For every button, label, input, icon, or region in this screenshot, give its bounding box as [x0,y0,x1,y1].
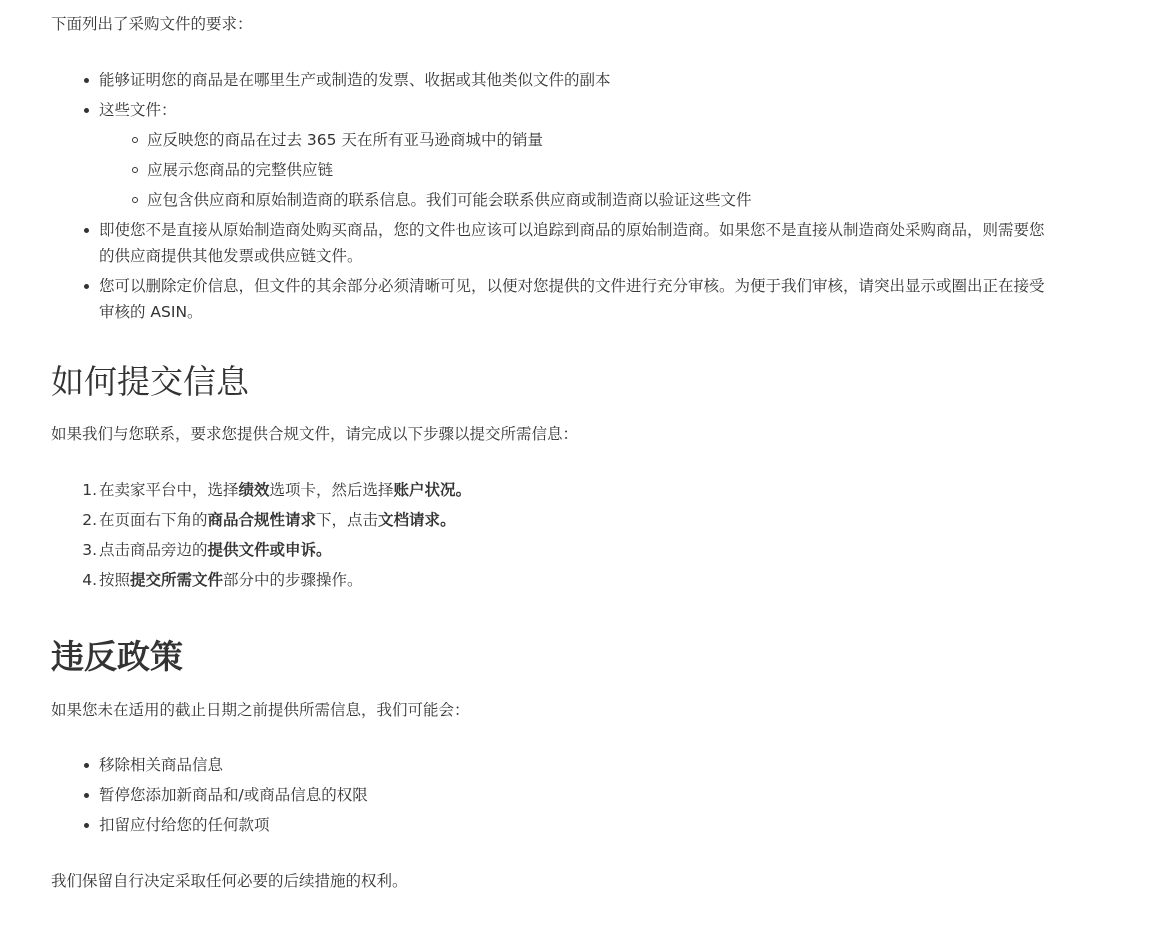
requirements-list [99,67,1049,329]
submit-intro: 如果我们与您联系，要求您提供合规文件，请完成以下步骤以提交所需信息： [51,425,579,443]
requirements-sublist [99,127,1049,213]
submit-step-4 [82,567,1049,593]
step-bold-text: 商品合规性请求 [207,511,317,529]
violation-item-2: 暂停您添加新商品和/或商品信息的权限 [99,782,1049,808]
requirements-intro: 下面列出了采购文件的要求： [51,15,253,33]
step-punct: 。 [316,541,332,559]
step-bold-text: 绩效 [238,481,270,499]
step-number: 2. [82,511,97,529]
requirements-subitem-2: 应展示您商品的完整供应链 [147,157,1049,183]
violation-intro: 如果您未在适用的截止日期之前提供所需信息，我们可能会： [51,701,470,719]
submit-step-3 [82,537,1049,563]
requirements-item-3: 即使您不是直接从原始制造商处购买商品，您的文件也应该可以追踪到商品的原始制造商。如果您不是直接从制造商处采购商品，则需要您的供应商提供其他发票或供应链文件。 [99,217,1049,269]
step-bold-text: 账户状况 [393,481,456,499]
requirements-subitem-3: 应包含供应商和原始制造商的联系信息。我们可能会联系供应商或制造商以验证这些文件 [147,187,1049,213]
requirements-item-4: 您可以删除定价信息，但文件的其余部分必须清晰可见，以便对您提供的文件进行充分审核。为便于我们审核，请突出显示或圈出正在接受审核的 ASIN。 [99,273,1049,325]
step-number: 4. [82,571,97,589]
step-text: 在页面右下角的 [99,511,208,529]
submit-step-1 [82,477,1049,503]
step-number: 3. [82,541,97,559]
violation-heading: 违反政策 [51,637,183,676]
step-text: 按照 [99,571,131,589]
step-bold-text: 提交所需文件 [130,571,224,589]
submit-steps [82,477,1049,597]
violation-item-1: 移除相关商品信息 [99,752,1049,778]
step-number: 1. [82,481,97,499]
step-punct: 。 [440,511,456,529]
submit-step-2 [82,507,1049,533]
requirements-item-1: 能够证明您的商品是在哪里生产或制造的发票、收据或其他类似文件的副本 [99,67,1049,93]
step-text: 在卖家平台中，选择 [99,481,239,499]
submit-heading: 如何提交信息 [51,362,249,401]
requirements-item-2 [99,97,1049,213]
step-text: 下，点击 [316,511,379,529]
step-text: 部分中的步骤操作。 [223,571,363,589]
violation-closing: 我们保留自行决定采取任何必要的后续措施的权利。 [51,872,408,890]
step-bold-text: 提供文件或申诉 [207,541,317,559]
requirements-subitem-1: 应反映您的商品在过去 365 天在所有亚马逊商城中的销量 [147,127,1049,153]
violation-item-3: 扣留应付给您的任何款项 [99,812,1049,838]
requirements-item-2-label: 这些文件： [99,101,177,119]
step-text: 选项卡，然后选择 [269,481,394,499]
step-punct: 。 [455,481,472,499]
violation-list [99,752,1049,842]
step-text: 点击商品旁边的 [99,541,208,559]
step-bold-text: 文档请求 [378,511,441,529]
